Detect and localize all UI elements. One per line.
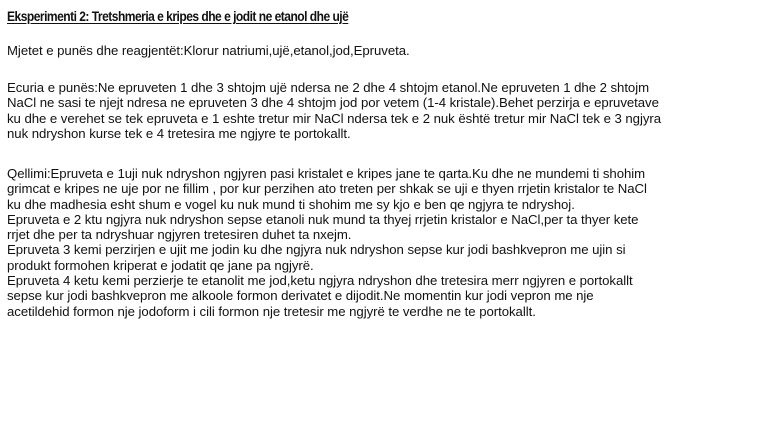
procedure-paragraph: Ecuria e punës:Ne epruveten 1 dhe 3 shtojm ujë ndersa ne 2 dhe 4 shtojm etanol.Ne epruveten 1 dhe 2 shtojm NaCl ne sasi te njejt ndresa ne epruveten 3 dhe 4 shtojm jod por vetem (1-4 kristale).Behet perzirja e epruvetave ku dhe e verehet se tek epruveta e 1 eshte tretur mir NaCl ndersa tek e 2 nuk është tretur mir NaCl tek e 3 ngjyra nuk ndryshon kurse tek e 4 tretesira me ngjyre te portokallt. bbox=[7, 80, 661, 141]
materials-paragraph: Mjetet e punës dhe reagjentët:Klorur natriumi,ujë,etanol,jod,Epruveta. bbox=[7, 43, 410, 58]
document-title: Eksperimenti 2: Tretshmeria e kripes dhe e jodit ne etanol dhe ujë bbox=[7, 8, 349, 24]
purpose-paragraph: Qellimi:Epruveta e 1uji nuk ndryshon ngjyren pasi kristalet e kripes jane te qarta.Ku dhe ne mundemi ti shohim grimcat e kripes ne uje por ne fillim , por kur perzihen ato treten per shkak se uji e thyen rrjetin kristalor te NaCl ku dhe madhesia esht shum e vogel ku nuk mund ti shohim me sy kjo e ben qe ngjyra te ndryshoj. Epruveta e 2 ktu ngjyra nuk ndryshon sepse etanoli nuk mund ta thyej rrjetin kristalor e NaCl,per ta thyer kete rrjet dhe per ta ndryshuar ngjyren tretesiren duhet ta nxejm. Epruveta 3 kemi perzirjen e ujit me jodin ku dhe ngjyra nuk ndryshon sepse kur jodi bashkvepron me ujin si produkt formohen kriperat e jodatit qe jane pa ngjyrë. Epruveta 4 ketu kemi perzierje te etanolit me jod,ketu ngjyra ndryshon dhe tretesira merr ngjyren e portokallt sepse kur jodi bashkvepron me alkoole formon derivatet e dijodit.Ne momentin kur jodi vepron me nje acetildehid formon nje jodoform i cili formon nje tretesir me ngjyrë te verdhe ne te portokallt. bbox=[7, 166, 647, 319]
